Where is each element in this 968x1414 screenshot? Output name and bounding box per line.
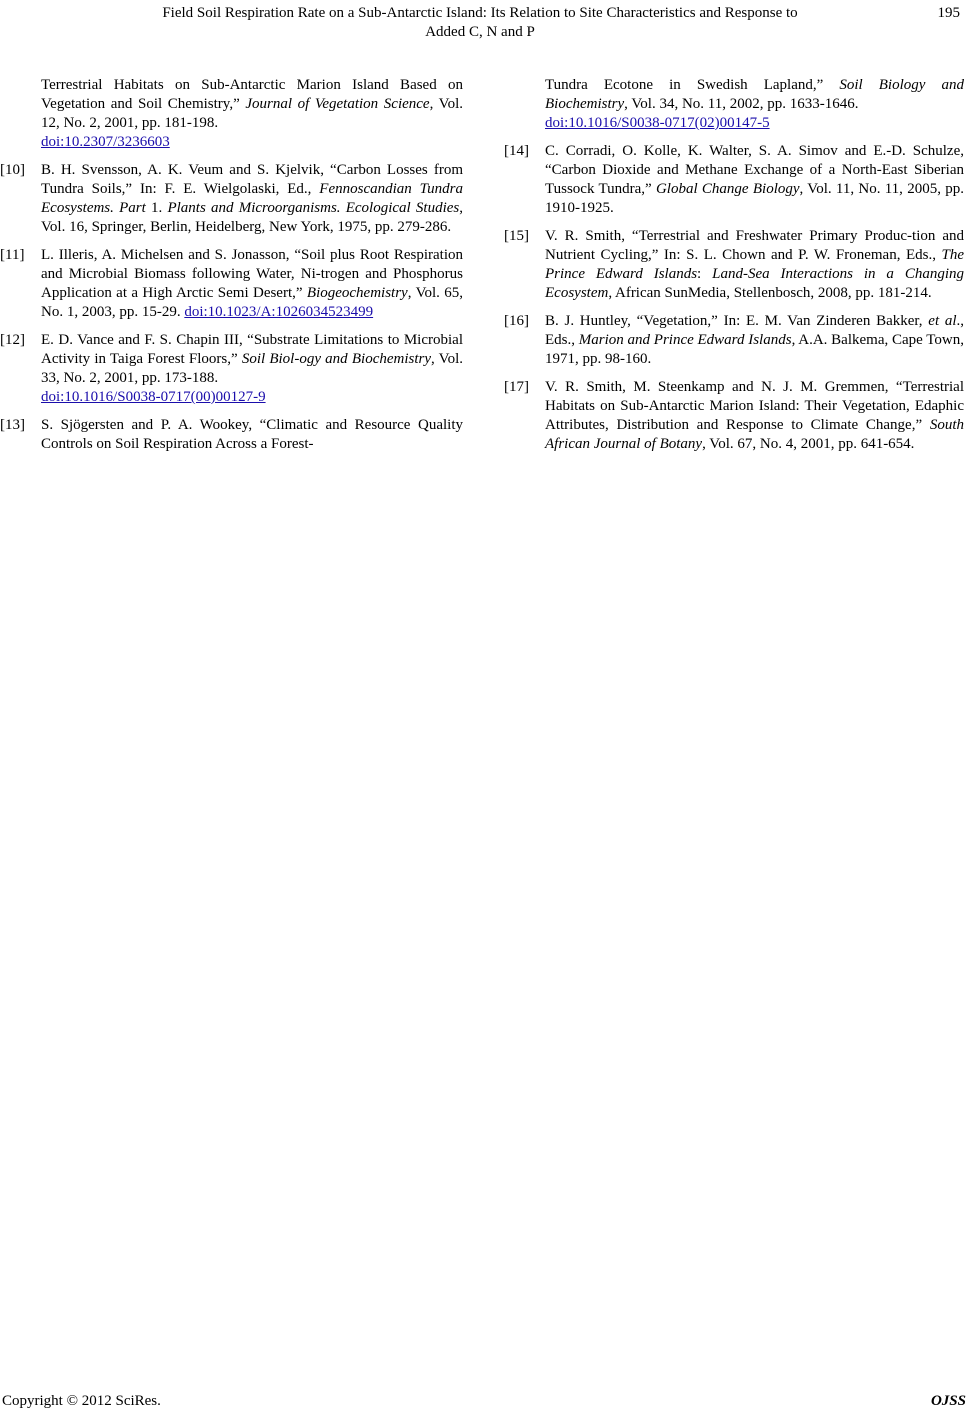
reference-12: [12] E. D. Vance and F. S. Chapin III, “Substrate Limitations to Microbial Activity in Taiga Forest Floors,” Soil Biol-ogy and Biochemistry, Vol. 33, No. 2, 2001, pp. 173-188. doi:10.1016/S0038-0717(00)00127-9 [0,332,463,405]
reference-number: [12] [0,332,25,348]
reference-10: [10] B. H. Svensson, A. K. Veum and S. Kjelvik, “Carbon Losses from Tundra Soils,” In: F. E. Wielgolaski, Ed., Fennoscandian Tundra Ecosystems. Part 1. Plants and Microorganisms. Ecological Studies, Vol. 16, Springer, Berlin, Heidelberg, New York, 1975, pp. 279-286. [0,162,464,235]
reference-continued: Tundra Ecotone in Swedish Lapland,” Soil Biology and Biochemistry, Vol. 34, No. 11, 2002, pp. 1633-1646. doi:10.1016/S0038-0717(02)00147-5 [545,77,964,131]
doi-link[interactable]: doi:10.2307/3236603 [41,134,170,150]
copyright-notice: Copyright © 2012 SciRes. [2,1393,161,1409]
page-number: 195 [937,5,960,21]
right-column [504,76,964,463]
reference-number: [17] [504,379,529,395]
reference-17: [17] V. R. Smith, M. Steenkamp and N. J. M. Gremmen, “Terrestrial Habitats on Sub-Antarctic Marion Island: Their Vegetation, Edaphic Attributes, Distribution and Response to Climate Change,” South African Journal of Botany, Vol. 67, No. 4, 2001, pp. 641-654. [504,379,964,452]
reference-number: [15] [504,228,529,244]
reference-number: [16] [504,313,529,329]
doi-link[interactable]: doi:10.1016/S0038-0717(02)00147-5 [545,115,770,131]
running-title [60,4,900,42]
reference-continued: Terrestrial Habitats on Sub-Antarctic Marion Island Based on Vegetation and Soil Chemistry,” Journal of Vegetation Science, Vol. 12, No. 2, 2001, pp. 181-198. doi:10.2307/3236603 [41,77,463,150]
left-column [0,76,463,463]
reference-15: [15] V. R. Smith, “Terrestrial and Freshwater Primary Produc-tion and Nutrient Cycling,” In: S. L. Chown and P. W. Froneman, Eds., The Prince Edward Islands: Land-Sea Interactions in a Changing Ecosystem, African SunMedia, Stellenbosch, 2008, pp. 181-214. [504,228,964,301]
reference-13: [13] S. Sjögersten and P. A. Wookey, “Climatic and Resource Quality Controls on Soil Respiration Across a Forest- [0,417,463,452]
reference-number: [13] [0,417,25,433]
reference-number: [10] [0,162,25,178]
reference-14: [14] C. Corradi, O. Kolle, K. Walter, S. A. Simov and E.-D. Schulze, “Carbon Dioxide and Methane Exchange of a North-East Siberian Tussock Tundra,” Global Change Biology, Vol. 11, No. 11, 2005, pp. 1910-1925. [504,143,964,216]
doi-link[interactable]: doi:10.1023/A:1026034523499 [184,304,374,320]
journal-abbreviation: OJSS [930,1393,966,1409]
reference-16: [16] B. J. Huntley, “Vegetation,” In: E. M. Van Zinderen Bakker, et al., Eds., Marion and Prince Edward Islands, A.A. Balkema, Cape Town, 1971, pp. 98-160. [504,313,965,367]
doi-link[interactable]: doi:10.1016/S0038-0717(00)00127-9 [41,389,266,405]
running-title-line2: Added C, N and P [425,24,535,40]
reference-number: [14] [504,143,529,159]
reference-11: [11] L. Illeris, A. Michelsen and S. Jonasson, “Soil plus Root Respiration and Microbial Biomass following Water, Ni-trogen and Phosphorus Application at a High Arctic Semi Desert,” Biogeochemistry, Vol. 65, No. 1, 2003, pp. 15-29. doi:10.1023/A:1026034523499 [0,247,463,320]
running-title-line1: Field Soil Respiration Rate on a Sub-Antarctic Island: Its Relation to Site Characteristics and Response to [162,5,798,21]
reference-number: [11] [0,247,25,263]
